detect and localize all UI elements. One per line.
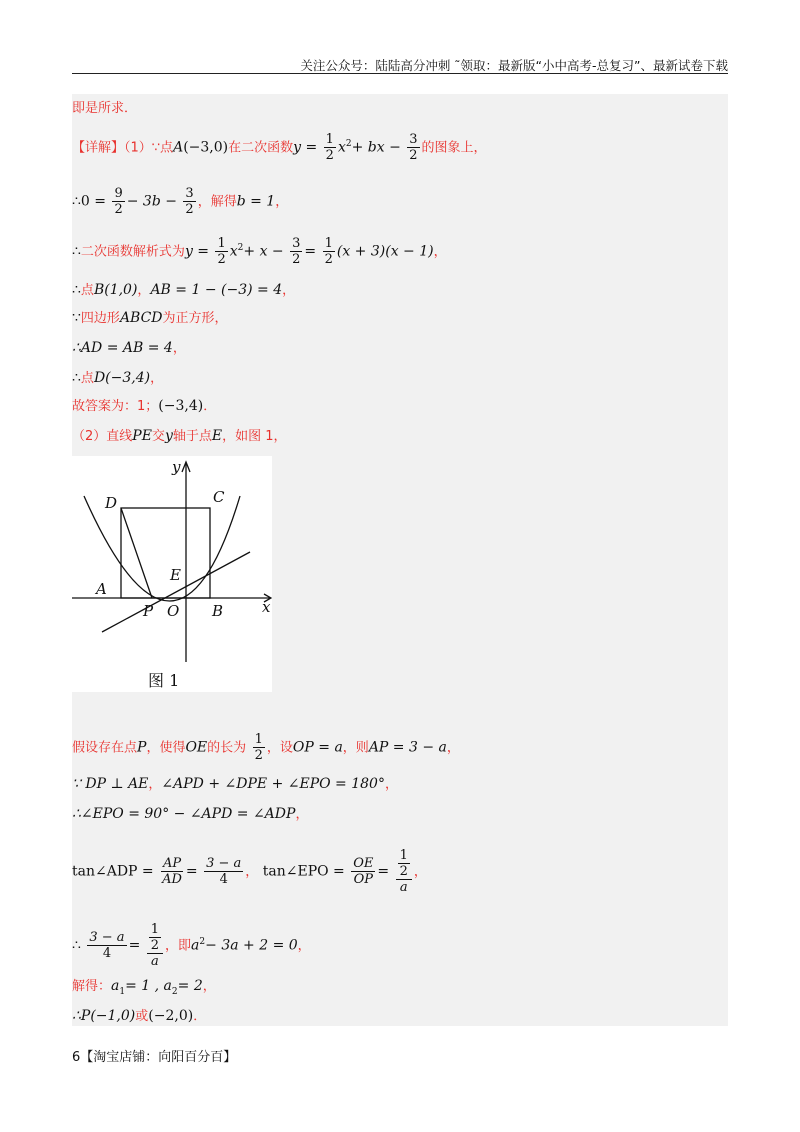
text-line-2: 【详解】（1）∵点A(−3,0)在二次函数y = $\frac{1}{2}$ $x^2+$ bx − $\frac{3}{2}$ 的图象上， [72, 132, 487, 163]
figure-1 [72, 456, 272, 692]
text-line-17: ∴P(−1,0)或(−2,0)． [72, 1008, 207, 1024]
text-line-9: 故答案为：1；(−3,4)． [72, 398, 217, 414]
text-line-10: （2）直线PE交y轴于点E，如图 1， [72, 428, 287, 444]
text-line-15: ∴ $\frac{3 - a}{4}$ = $\frac{\frac{1}{2}}{a}$ ，即$a^2- 3a + 2 = 0$， [72, 922, 311, 969]
text-line-16: 解得：$a_1= 1$ , $a_2= 2$， [72, 978, 216, 997]
text-line-12: ∵ DP ⊥ AE，∠APD + ∠DPE + ∠EPO = 180°， [72, 776, 398, 792]
text-line-4: ∴二次函数解析式为y = $\frac{1}{2}$ $x^2+ x$ − $\frac{3}{2}$ = $\frac{1}{2}$ (x + 3)(x − 1)， [72, 236, 447, 267]
page-header: 关注公众号：陆陆高分冲刺 ˜领取：最新版“小中高考-总复习”、最新试卷下载 [300, 58, 728, 73]
text-line-8: ∴点D(−3,4)， [72, 370, 164, 386]
label-a: A [96, 580, 107, 598]
segment-dp [121, 508, 152, 598]
label-c: C [213, 488, 225, 506]
label-b: B [212, 602, 224, 620]
detail-tag: 【详解】 [72, 140, 125, 156]
text-line-13: ∴∠EPO = 90° − ∠APD = ∠ADP， [72, 806, 309, 822]
label-d: D [105, 494, 118, 512]
label-o: O [167, 602, 180, 620]
page-footer: 6【淘宝店铺：向阳百分百】 [72, 1050, 237, 1065]
text-line-6: ∵四边形ABCD为正方形， [72, 310, 228, 326]
text-line-3: ∴0 = $\frac{9}{2}$ − 3b − $\frac{3}{2}$ ，解得b = 1， [72, 186, 289, 217]
square-abcd [121, 508, 210, 598]
label-e: E [170, 566, 181, 584]
header-divider [72, 73, 728, 74]
text-line-1: 即是所求． [72, 101, 138, 116]
label-y: y [172, 458, 181, 476]
text-line-7: ∴AD = AB = 4， [72, 340, 186, 356]
text-line-11: 假设存在点P，使得OE的长为 $\frac{1}{2}$ ，设OP = a，则AP = 3 − a， [72, 732, 460, 763]
parabola-diagram [72, 456, 272, 692]
text-line-5: ∴点B(1,0)，AB = 1 − (−3) = 4， [72, 282, 296, 298]
label-x: x [262, 598, 271, 616]
label-p: P [143, 602, 154, 620]
text-line-14: tan∠ADP = $\frac{AP}{AD}$ = $\frac{3 - a}{4}$ ， tan∠EPO = $\frac{OE}{OP}$ = $\frac{\frac{1}{2}}{a}$ ， [72, 848, 427, 895]
line-pe [102, 552, 250, 632]
figure-caption: 图 1 [148, 671, 180, 690]
